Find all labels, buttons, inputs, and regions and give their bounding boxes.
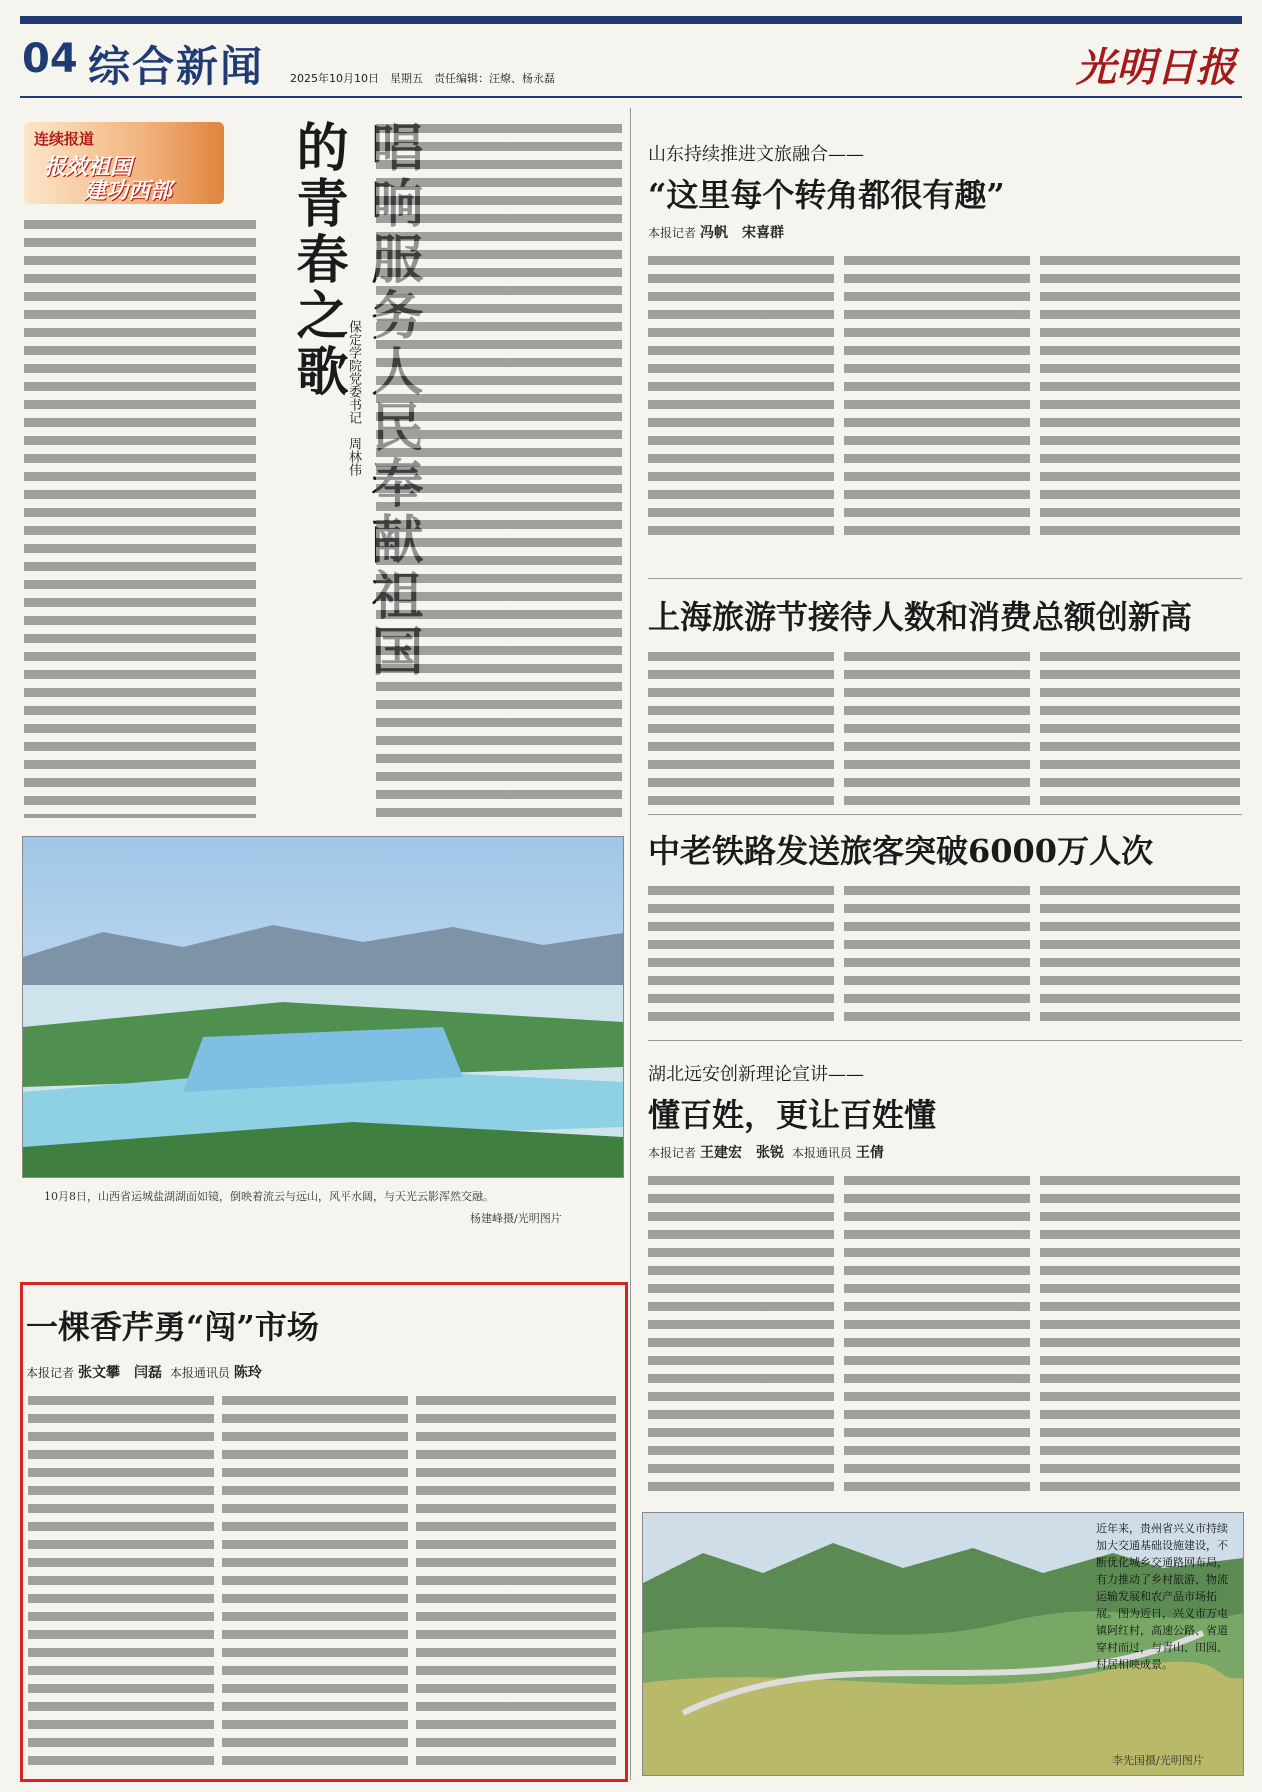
article-body-col1	[24, 216, 256, 818]
r1-byline-authors: 冯帆 宋喜群	[700, 225, 785, 241]
date-line: 2025年10月10日 星期五 责任编辑：汪燎、杨永磊	[290, 72, 555, 85]
r4-col3	[1040, 1172, 1240, 1498]
r2-divider	[648, 814, 1242, 815]
r1-divider	[648, 578, 1242, 579]
r2-col1	[648, 648, 834, 810]
boxed-article-byline	[26, 1362, 266, 1382]
article-author: 保定学院党委书记 周林伟	[346, 320, 361, 476]
r4-byline-author-2: 王倩	[855, 1145, 884, 1161]
banner-title-2: 建功西部	[84, 178, 173, 204]
section-title: 综合新闻	[88, 42, 265, 91]
column-divider	[630, 108, 631, 1780]
photo1-caption: 10月8日，山西省运城盐湖湖面如镜，倒映着流云与远山，风平水阔，与天光云影浑然交融。	[44, 1190, 494, 1203]
r4-col2	[844, 1172, 1030, 1498]
r1-col1	[648, 252, 834, 544]
salt-lake-photo	[22, 836, 624, 1178]
r3-col2	[844, 882, 1030, 1030]
column-banner	[24, 122, 224, 204]
r4-kicker: 湖北远安创新理论宣讲——	[648, 1064, 864, 1085]
article-headline: 的青春之歌	[287, 120, 348, 400]
r4-headline: 懂百姓，更让百姓懂	[648, 1096, 937, 1134]
r3-col1	[648, 882, 834, 1030]
r2-headline: 上海旅游节接待人数和消费总额创新高	[648, 598, 1193, 636]
r4-col1	[648, 1172, 834, 1498]
r2-col3	[1040, 648, 1240, 810]
salt-lake-illustration	[23, 837, 623, 1177]
newspaper-logo: 光明日报	[1076, 44, 1236, 91]
photo1-credit: 杨建峰摄/光明图片	[470, 1212, 562, 1225]
r4-byline-label: 本报记者	[648, 1146, 697, 1160]
byline-label-2: 本报通讯员	[169, 1366, 230, 1380]
boxed-article-headline: 一棵香芹勇“闯”市场	[26, 1308, 319, 1346]
banner-title-1: 报效祖国	[44, 154, 133, 180]
r1-byline-label: 本报记者	[648, 226, 697, 240]
page-number: 04	[22, 36, 78, 82]
r1-byline	[648, 222, 788, 242]
photo2-credit: 李先国摄/光明图片	[1112, 1754, 1204, 1767]
byline-label: 本报记者	[26, 1366, 75, 1380]
r3-col3	[1040, 882, 1240, 1030]
r1-headline: “这里每个转角都很有趣”	[648, 176, 1005, 214]
byline-authors: 张文攀 闫磊	[78, 1365, 163, 1381]
r3-headline: 中老铁路发送旅客突破6000万人次	[648, 832, 1154, 870]
r1-kicker: 山东持续推进文旅融合——	[648, 144, 864, 165]
boxed-article-col3	[416, 1392, 616, 1768]
r4-byline-label-2: 本报通讯员	[791, 1146, 852, 1160]
article-body-col2	[376, 120, 622, 818]
photo2-caption: 近年来，贵州省兴义市持续加大交通基础设施建设，不断优化城乡交通路网布局，有力推动了乡村旅游、物流运输发展和农产品市场拓展。图为近日，兴义市万屯镇阿红村，高速公路、省道穿村而过，与青山、田园、村居相映成景。	[1096, 1522, 1228, 1671]
header-divider	[20, 96, 1242, 98]
boxed-article-col1	[28, 1392, 214, 1768]
top-rule	[20, 16, 1242, 24]
r4-byline-authors: 王建宏 张锐	[700, 1145, 785, 1161]
r2-col2	[844, 648, 1030, 810]
r4-byline	[648, 1142, 888, 1162]
r1-col2	[844, 252, 1030, 544]
r1-col3	[1040, 252, 1240, 544]
banner-kicker: 连续报道	[34, 130, 95, 148]
r3-divider	[648, 1040, 1242, 1041]
byline-author-2: 陈玲	[233, 1365, 262, 1381]
boxed-article-col2	[222, 1392, 408, 1768]
